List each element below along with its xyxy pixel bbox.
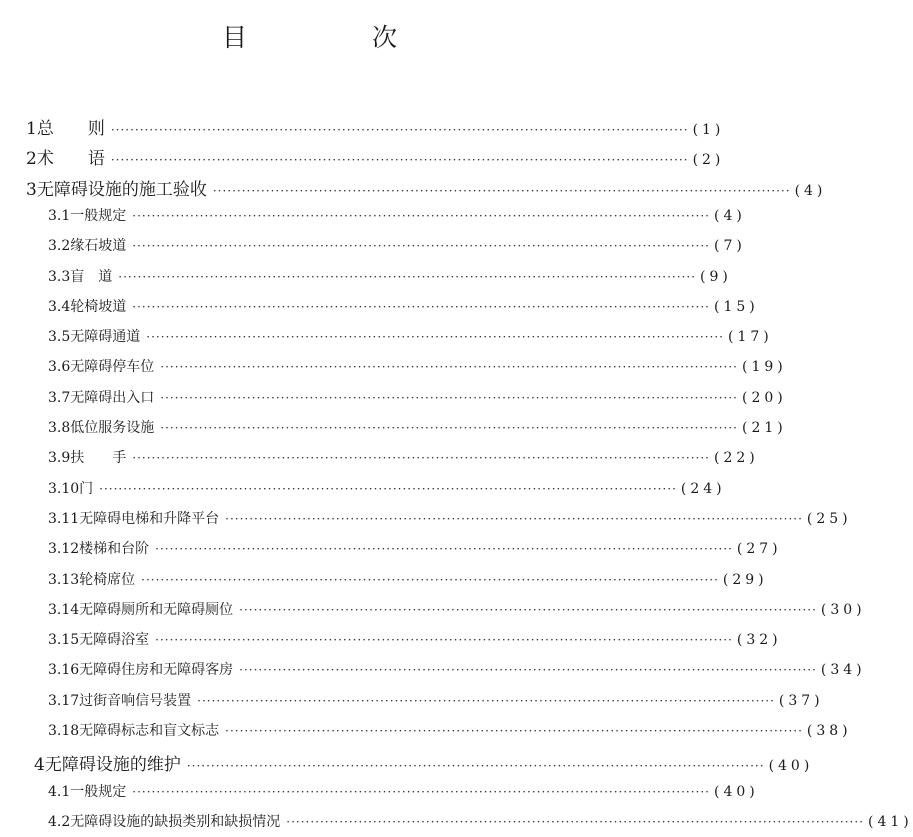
dot-leader: ························································································································ [160, 390, 738, 405]
toc-entry-label: 无障碍住房和无障碍客房 [79, 662, 234, 679]
toc-entry-number: 3.3 [48, 268, 71, 285]
toc-entry[interactable] [48, 326, 773, 348]
toc-entry-page: (34) [820, 662, 866, 679]
toc-entry[interactable] [48, 387, 787, 409]
dot-leader: ························································································································ [118, 269, 696, 284]
toc-entry-page: (25) [806, 510, 852, 527]
toc-entry-number: 3.8 [48, 420, 71, 436]
dot-leader: ························································································································ [110, 153, 689, 168]
toc-entry[interactable] [48, 447, 759, 469]
toc-entry-label: 轮椅席位 [79, 571, 136, 588]
page-title: 目 次 [221, 23, 447, 52]
toc-entry[interactable] [48, 417, 787, 439]
toc-entry-number: 3.7 [48, 389, 71, 406]
dot-leader: ························································································································ [132, 239, 710, 254]
toc-entry-label: 盲 道 [70, 268, 113, 285]
toc-entry-label: 无障碍通道 [70, 329, 141, 346]
toc-entry-page: (37) [778, 692, 824, 709]
toc-entry-number: 3.15 [48, 632, 80, 649]
toc-entry-number: 3.10 [48, 480, 80, 497]
toc-entry-page: (1) [692, 122, 725, 138]
toc-entry-number: 4 [34, 755, 45, 776]
dot-leader: ························································································································ [155, 542, 733, 557]
toc-entry-page: (38) [806, 723, 852, 739]
dot-leader: ························································································································ [239, 602, 817, 617]
dot-leader: ························································································································ [99, 481, 677, 496]
toc-entry-number: 3.5 [48, 329, 71, 346]
toc-entry[interactable] [48, 478, 726, 500]
toc-entry-page: (29) [722, 571, 768, 588]
toc-entry-label: 术 语 [36, 149, 105, 170]
toc-entry-page: (40) [714, 783, 759, 800]
toc-entry-number: 3.13 [48, 571, 80, 588]
dot-leader: ························································································································ [225, 511, 803, 526]
toc-entry-page: (7) [714, 238, 746, 255]
toc-entry-label: 一般规定 [70, 207, 127, 224]
dot-leader: ························································································································ [155, 633, 733, 648]
toc-entry-page: (2) [692, 152, 725, 169]
toc-entry-number: 2 [26, 149, 37, 170]
toc-entry-number: 3.2 [48, 238, 71, 255]
dot-leader: ························································································································ [212, 183, 791, 198]
toc-entry[interactable] [26, 114, 725, 139]
toc-entry[interactable] [26, 175, 827, 200]
dot-leader: ························································································································ [141, 572, 719, 587]
toc-entry-label: 无障碍厕所和无障碍厕位 [79, 601, 234, 618]
toc-entry-number: 3.4 [48, 298, 71, 315]
toc-entry-page: (24) [680, 480, 726, 497]
toc-entry-label: 楼梯和台阶 [79, 541, 150, 558]
toc-entry-label: 总 则 [36, 119, 105, 139]
toc-entry-label: 无障碍出入口 [70, 389, 155, 406]
toc-entry-page: (19) [742, 359, 787, 376]
toc-entry[interactable] [48, 599, 866, 621]
toc-entry-label: 无障碍标志和盲文标志 [79, 723, 220, 739]
toc-entry[interactable] [48, 235, 746, 257]
toc-entry-number: 3.14 [48, 601, 80, 618]
toc-entry[interactable] [48, 629, 782, 651]
toc-entry-label: 轮椅坡道 [70, 298, 127, 315]
toc-entry-page: (15) [714, 298, 759, 315]
toc-entry-label: 扶 手 [70, 450, 127, 467]
toc-entry-number: 3.9 [48, 450, 71, 467]
toc-entry-page: (21) [742, 420, 787, 436]
dot-leader: ························································································································ [286, 814, 864, 829]
toc-entry[interactable] [48, 296, 759, 318]
toc-entry-label: 门 [79, 480, 94, 497]
toc-entry-page: (4) [794, 182, 827, 199]
toc-entry[interactable] [48, 811, 913, 833]
toc-entry-page: (4) [714, 207, 746, 224]
toc-entry-label: 无障碍停车位 [70, 359, 155, 376]
toc-entry-label: 无障碍电梯和升降平台 [79, 510, 220, 527]
toc-entry[interactable] [48, 781, 759, 803]
toc-entry[interactable] [48, 538, 782, 560]
toc-entry[interactable] [34, 750, 814, 776]
toc-entry[interactable] [26, 144, 725, 170]
toc-entry-number: 1 [26, 119, 37, 139]
toc-entry-number: 4.2 [48, 813, 71, 830]
toc-entry-page: (9) [700, 268, 732, 285]
toc-entry-number: 3.17 [48, 692, 80, 709]
toc-entry-page: (40) [768, 758, 814, 775]
toc-entry-page: (22) [714, 450, 759, 467]
dot-leader: ························································································································ [132, 784, 710, 799]
toc-entry-page: (20) [742, 389, 787, 406]
toc-entry[interactable] [48, 569, 768, 591]
toc-entry-label: 无障碍设施的维护 [44, 755, 181, 776]
toc-entry-page: (32) [736, 632, 782, 649]
dot-leader: ························································································································ [110, 123, 689, 137]
toc-entry-label: 无障碍设施的缺损类别和缺损情况 [70, 813, 281, 830]
toc-entry-number: 3.6 [48, 359, 71, 376]
dot-leader: ························································································································ [132, 451, 710, 466]
toc-entry[interactable] [48, 659, 866, 681]
dot-leader: ························································································································ [186, 759, 765, 774]
toc-entry-number: 4.1 [48, 783, 71, 800]
dot-leader: ························································································································ [132, 299, 710, 314]
dot-leader: ························································································································ [160, 421, 738, 435]
toc-entry-number: 3.16 [48, 662, 80, 679]
toc-entry[interactable] [48, 690, 824, 712]
toc-entry-page: (17) [728, 329, 773, 346]
toc-entry-label: 过街音响信号装置 [79, 692, 192, 709]
toc-entry-page: (41) [868, 813, 913, 830]
toc-entry-page: (30) [820, 601, 866, 618]
dot-leader: ························································································································ [160, 360, 738, 375]
toc-entry-number: 3 [26, 179, 37, 200]
toc-entry-number: 3.11 [48, 510, 80, 527]
toc-entry-label: 缘石坡道 [70, 238, 127, 255]
toc-entry-label: 低位服务设施 [70, 420, 155, 436]
toc-entry-label: 无障碍浴室 [79, 632, 150, 649]
toc-entry[interactable] [48, 508, 852, 530]
toc-entry[interactable] [48, 356, 787, 378]
toc-entry-label: 一般规定 [70, 783, 127, 800]
toc-entry[interactable] [48, 266, 732, 288]
toc-entry-number: 3.12 [48, 541, 80, 558]
toc-entry-number: 3.1 [48, 207, 71, 224]
dot-leader: ························································································································ [197, 693, 775, 708]
toc-entry-label: 无障碍设施的施工验收 [36, 179, 207, 200]
toc-entry-page: (27) [736, 541, 782, 558]
toc-entry[interactable] [48, 205, 746, 227]
dot-leader: ························································································································ [239, 663, 817, 678]
dot-leader: ························································································································ [225, 724, 803, 738]
toc-entry[interactable] [48, 720, 852, 742]
dot-leader: ························································································································ [146, 330, 724, 345]
toc-entry-number: 3.18 [48, 723, 80, 739]
dot-leader: ························································································································ [132, 208, 710, 223]
